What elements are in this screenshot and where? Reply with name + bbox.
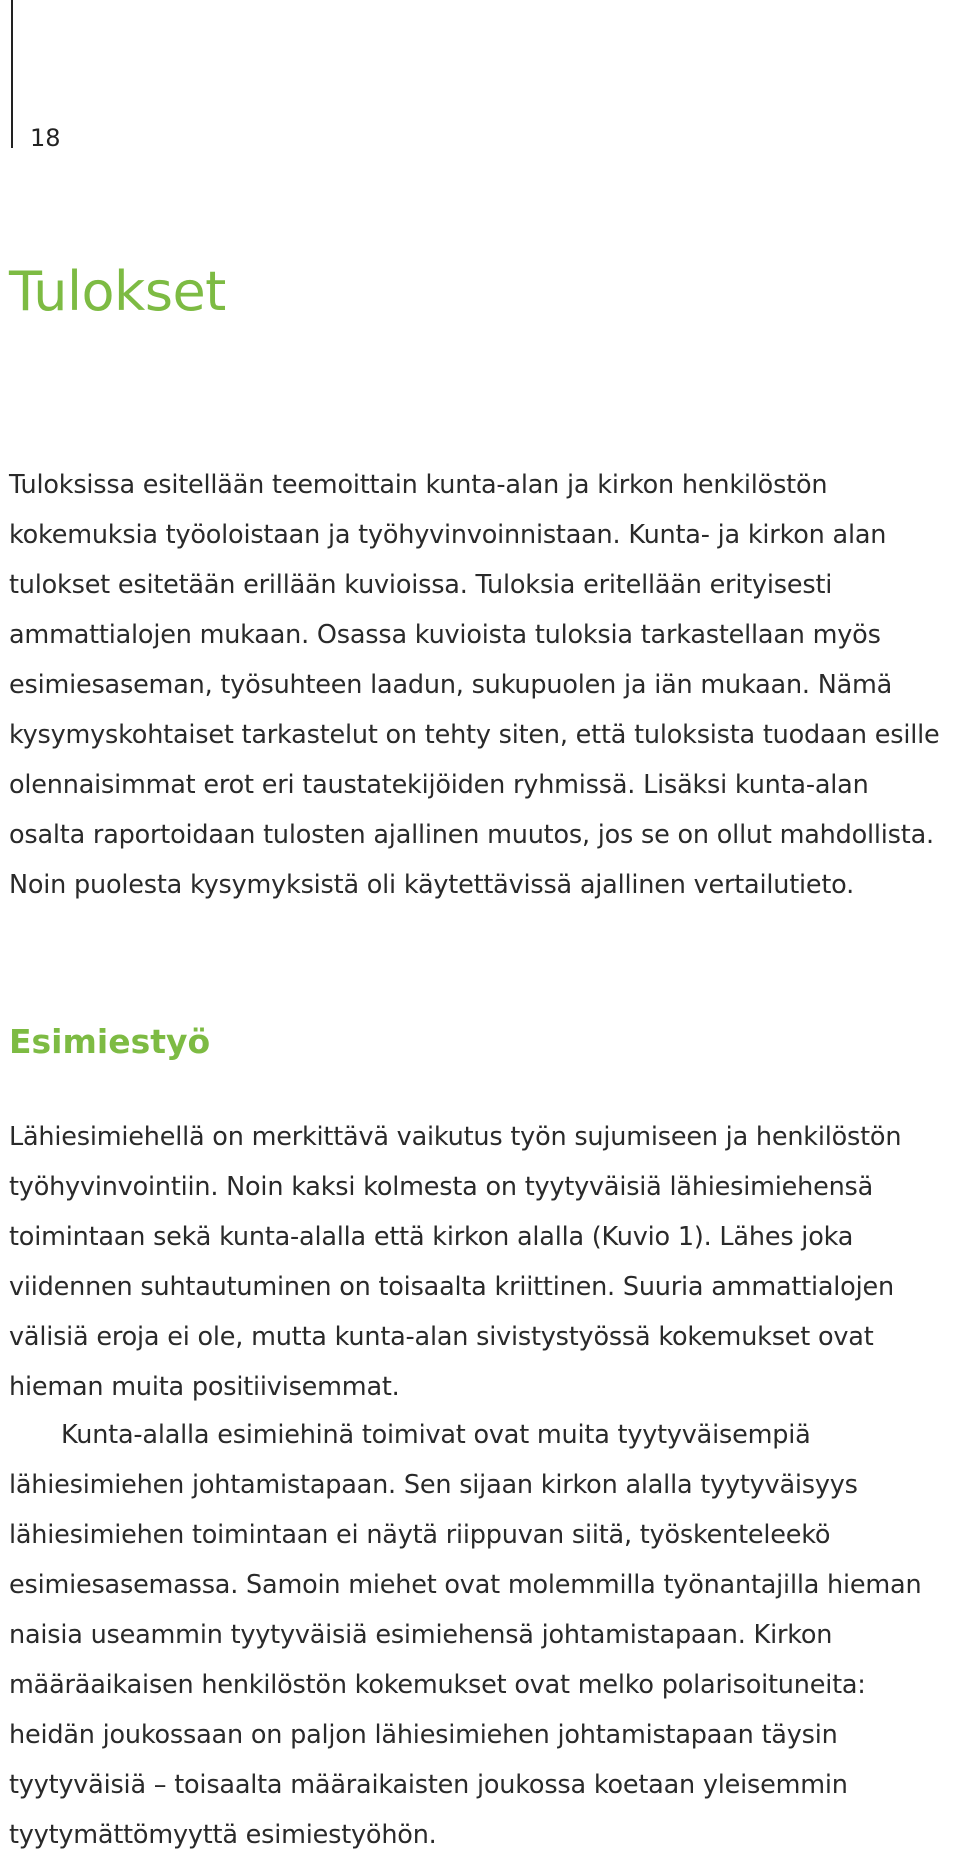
intro-paragraph: Tuloksissa esitellään teemoittain kunta-alan ja kirkon henkilöstön kokemuksia työoloistaan ja työhyvinvoinnistaan. Kunta- ja kirkon alan tulokset esitetään erillään kuvioissa. Tuloksia eritellään erityisesti ammattialojen mukaan. Osassa kuvioista tuloksia tarkastellaan myös esimiesaseman, työsuhteen laadun, sukupuolen ja iän mukaan. Nämä kysymyskohtaiset tarkastelut on tehty siten, että tuloksista tuodaan esille olennaisimmat erot eri taustatekijöiden ryhmissä. Lisäksi kunta-alan osalta raportoidaan tulosten ajallinen muutos, jos se on ollut mahdollista. Noin puolesta kysymyksistä oli käytettävissä ajallinen vertailutieto. bbox=[9, 470, 940, 900]
section-heading-esimiestyo: Esimiestyö bbox=[9, 1022, 211, 1061]
esimiestyo-paragraph-1: Lähiesimiehellä on merkittävä vaikutus työn sujumiseen ja henkilöstön työhyvinvointiin. Noin kaksi kolmesta on tyytyväisiä lähiesimiehensä toimintaan sekä kunta-alalla että kirkon alalla (Kuvio 1). Lähes joka viidennen suhtautuminen on toisaalta kriittinen. Suuria ammattialojen välisiä eroja ei ole, mutta kunta-alan sivistystyössä kokemukset ovat hieman muita positiivisemmat. bbox=[9, 1122, 902, 1402]
page-title: Tulokset bbox=[9, 260, 226, 323]
page-margin-rule bbox=[11, 0, 13, 148]
page-number: 18 bbox=[30, 124, 61, 152]
esimiestyo-paragraph-2: Kunta-alalla esimiehinä toimivat ovat muita tyytyväisempiä lähiesimiehen johtamistapaan. Sen sijaan kirkon alalla tyytyväisyys lähiesimiehen toimintaan ei näytä riippuvan siitä, työskenteleekö esimiesasemassa. Samoin miehet ovat molemmilla työnantajilla hieman naisia useammin tyytyväisiä esimiehensä johtamistapaan. Kirkon määräaikaisen henkilöstön kokemukset ovat melko polarisoituneita: heidän joukossaan on paljon lähiesimiehen johtamistapaan täysin tyytyväisiä – toisaalta määraikaisten joukossa koetaan yleisemmin tyytymättömyyttä esimiestyöhön. bbox=[9, 1420, 922, 1850]
